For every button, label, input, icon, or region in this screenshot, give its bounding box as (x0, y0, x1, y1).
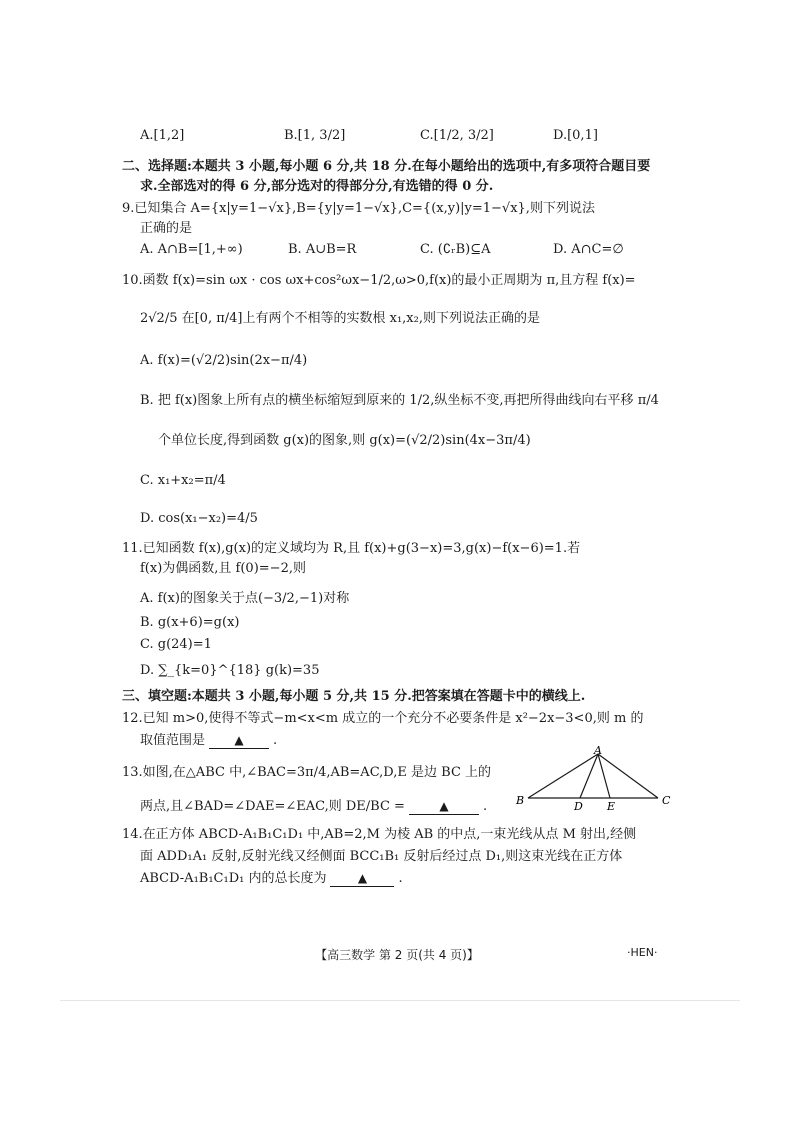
q13-stem-line2 (140, 798, 487, 816)
q14-answer-blank[interactable] (330, 871, 394, 887)
q10-option-b-line2: 个单位长度,得到函数 g(x)的图象,则 g(x)=(√2/2)sin(4x−3π/4) (158, 433, 531, 448)
triangle-figure (510, 746, 680, 812)
segment-ad (580, 754, 598, 798)
answer-marker-icon: ▲ (234, 733, 244, 747)
q10-option-a: A. f(x)=(√2/2)sin(2x−π/4) (140, 353, 308, 368)
q10-option-d: D. cos(x₁−x₂)=4/5 (140, 511, 258, 526)
label-b: B (516, 794, 525, 807)
q14-suffix: . (398, 871, 403, 886)
q8-option-a: A.[1,2] (140, 128, 185, 143)
answer-marker-icon: ▲ (439, 799, 449, 813)
segment-ac (598, 754, 658, 798)
label-a: A (594, 746, 602, 757)
q10-option-c: C. x₁+x₂=π/4 (140, 473, 226, 488)
page-footer: 【高三数学 第 2 页(共 4 页)】 (315, 948, 479, 962)
label-d: D (574, 800, 583, 812)
label-e: E (607, 800, 616, 812)
q9-option-a: A. A∩B=[1,+∞) (140, 242, 243, 257)
q9-option-c: C. (∁ᵣB)⊆A (420, 242, 491, 257)
q13-suffix: . (482, 799, 488, 814)
q11-option-b: B. g(x+6)=g(x) (140, 615, 240, 630)
q13-answer-blank[interactable] (409, 799, 479, 815)
q8-option-c: C.[1/2, 3/2] (420, 128, 494, 143)
section2-line2: 求.全部选对的得 6 分,部分选对的得部分分,有选错的得 0 分. (140, 179, 494, 194)
q9-option-d: D. A∩C=∅ (553, 242, 624, 257)
q14-stem-line1: 14.在正方体 ABCD-A₁B₁C₁D₁ 中,AB=2,M 为棱 AB 的中点,一束光线从点 M 射出,经侧 (122, 827, 637, 842)
q9-stem-line1: 9.已知集合 A={x|y=1−√x},B={y|y=1−√x},C={(x,y)|y=1−√x},则下列说法 (122, 201, 595, 216)
q13-prefix: 两点,且∠BAD=∠DAE=∠EAC,则 DE/BC = (140, 799, 405, 814)
q8-option-d: D.[0,1] (553, 128, 598, 143)
segment-ae (598, 754, 610, 798)
q11-option-d: D. ∑_{k=0}^{18} g(k)=35 (140, 663, 320, 678)
q10-stem-line1: 10.函数 f(x)=sin ωx · cos ωx+cos²ωx−1/2,ω>0,f(x)的最小正周期为 π,且方程 f(x)= (122, 273, 636, 288)
q14-stem-line3 (140, 870, 403, 888)
q12-stem-line2 (140, 732, 277, 750)
q12-answer-blank[interactable] (209, 733, 269, 749)
q10-option-b-line1: B. 把 f(x)图象上所有点的横坐标缩短到原来的 1/2,纵坐标不变,再把所得曲线向右平移 π/4 (140, 393, 659, 408)
q12-suffix: . (273, 733, 278, 748)
q10-stem-line2: 2√2/5 在[0, π/4]上有两个不相等的实数根 x₁,x₂,则下列说法正确的是 (140, 311, 540, 326)
q12-stem-line1: 12.已知 m>0,使得不等式−m<x<m 成立的一个充分不必要条件是 x²−2x−3<0,则 m 的 (122, 711, 644, 726)
answer-marker-icon: ▲ (357, 871, 368, 885)
q11-option-c: C. g(24)=1 (140, 637, 212, 652)
section3-header: 三、填空题:本题共 3 小题,每小题 5 分,共 15 分.把答案填在答题卡中的横线上. (122, 689, 586, 704)
footer-code: ·HEN· (627, 946, 658, 959)
q11-option-a: A. f(x)的图象关于点(−3/2,−1)对称 (140, 591, 350, 606)
q14-prefix: ABCD-A₁B₁C₁D₁ 内的总长度为 (140, 871, 327, 886)
q12-prefix: 取值范围是 (140, 733, 206, 748)
q9-option-b: B. A∪B=R (288, 242, 357, 257)
segment-ab (528, 754, 598, 798)
q14-stem-line2: 面 ADD₁A₁ 反射,反射光线又经侧面 BCC₁B₁ 反射后经过点 D₁,则这束光线在正方体 (140, 849, 623, 864)
label-c: C (662, 794, 671, 807)
q8-option-b: B.[1, 3/2] (284, 128, 346, 143)
bottom-divider (60, 1000, 740, 1001)
q11-stem-line2: f(x)为偶函数,且 f(0)=−2,则 (140, 561, 306, 576)
q11-stem-line1: 11.已知函数 f(x),g(x)的定义域均为 R,且 f(x)+g(3−x)=3,g(x)−f(x−6)=1.若 (122, 541, 581, 556)
q9-stem-line2: 正确的是 (140, 221, 193, 236)
q13-stem-line1: 13.如图,在△ABC 中,∠BAC=3π/4,AB=AC,D,E 是边 BC 上的 (122, 765, 492, 780)
section2-line1: 二、选择题:本题共 3 小题,每小题 6 分,共 18 分.在每小题给出的选项中,有多项符合题目要 (122, 159, 651, 174)
